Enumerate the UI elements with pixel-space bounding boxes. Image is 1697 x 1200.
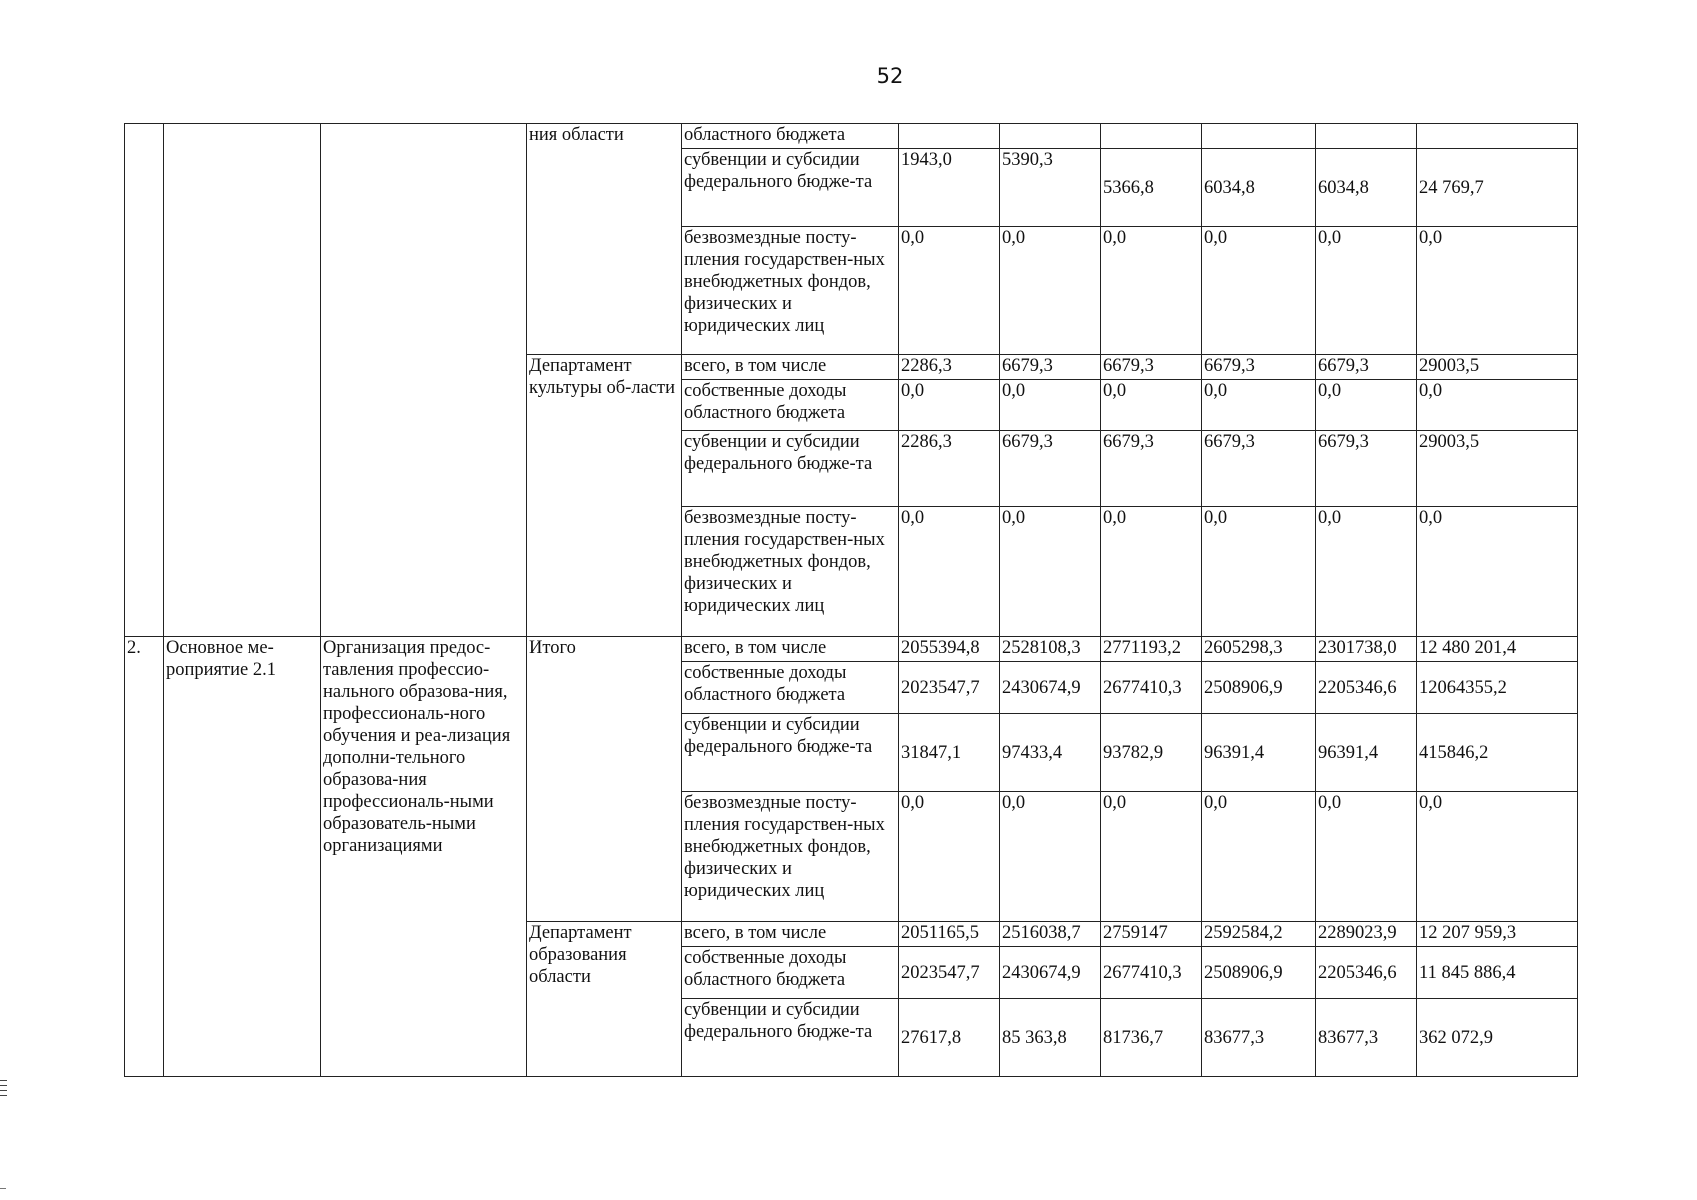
funding-source-cell: собственные доходы областного бюджета — [682, 380, 899, 431]
value-cell: 12064355,2 — [1417, 662, 1578, 714]
value-cell: 2605298,3 — [1202, 637, 1316, 662]
value-cell: 2516038,7 — [1000, 922, 1101, 947]
value-cell: 0,0 — [1101, 507, 1202, 637]
executor-cell: ния области — [527, 124, 682, 355]
value-cell: 6679,3 — [1000, 355, 1101, 380]
value-cell: 0,0 — [1000, 227, 1101, 355]
value-cell: 0,0 — [1000, 380, 1101, 431]
value-cell: 2528108,3 — [1000, 637, 1101, 662]
value-cell: 2051165,5 — [899, 922, 1000, 947]
scan-margin-dash — [0, 1188, 6, 1189]
executor-cell: Департамент культуры об-ласти — [527, 355, 682, 637]
value-cell: 2508906,9 — [1202, 947, 1316, 999]
value-cell — [899, 124, 1000, 149]
page-number: 52 — [876, 64, 904, 88]
value-cell: 0,0 — [1101, 380, 1202, 431]
value-cell: 2055394,8 — [899, 637, 1000, 662]
value-cell: 2759147 — [1101, 922, 1202, 947]
value-cell: 6679,3 — [1202, 431, 1316, 507]
value-cell: 5366,8 — [1101, 149, 1202, 227]
value-cell: 2286,3 — [899, 431, 1000, 507]
value-cell: 0,0 — [1316, 380, 1417, 431]
value-cell: 1943,0 — [899, 149, 1000, 227]
scan-margin-marks — [0, 1080, 8, 1100]
value-cell: 12 480 201,4 — [1417, 637, 1578, 662]
value-cell: 0,0 — [899, 227, 1000, 355]
value-cell: 93782,9 — [1101, 714, 1202, 792]
value-cell: 83677,3 — [1316, 999, 1417, 1077]
value-cell: 6679,3 — [1101, 355, 1202, 380]
value-cell: 6679,3 — [1000, 431, 1101, 507]
funding-source-cell: всего, в том числе — [682, 355, 899, 380]
funding-source-cell: всего, в том числе — [682, 922, 899, 947]
row-number-cell — [125, 124, 164, 637]
value-cell: 6034,8 — [1202, 149, 1316, 227]
row-number-cell: 2. — [125, 637, 164, 1077]
funding-source-cell: всего, в том числе — [682, 637, 899, 662]
value-cell: 362 072,9 — [1417, 999, 1578, 1077]
value-cell: 85 363,8 — [1000, 999, 1101, 1077]
value-cell — [1101, 124, 1202, 149]
value-cell — [1417, 124, 1578, 149]
value-cell: 0,0 — [1316, 792, 1417, 922]
value-cell: 415846,2 — [1417, 714, 1578, 792]
funding-source-cell: субвенции и субсидии федерального бюдже-та — [682, 999, 899, 1077]
value-cell: 12 207 959,3 — [1417, 922, 1578, 947]
measure-name-cell — [164, 124, 321, 637]
executor-cell: Департамент образования области — [527, 922, 682, 1077]
value-cell: 0,0 — [1202, 792, 1316, 922]
value-cell: 24 769,7 — [1417, 149, 1578, 227]
value-cell: 31847,1 — [899, 714, 1000, 792]
value-cell: 0,0 — [1101, 792, 1202, 922]
value-cell: 2023547,7 — [899, 947, 1000, 999]
measure-description-cell: Организация предос-тавления профессио-нального образова-ния, профессиональ-ного обучения и реа-лизация дополни-тельного образова-ния профессиональ-ными образователь-ными организациями — [321, 637, 527, 1077]
value-cell: 6034,8 — [1316, 149, 1417, 227]
value-cell: 11 845 886,4 — [1417, 947, 1578, 999]
value-cell: 0,0 — [1316, 227, 1417, 355]
value-cell: 0,0 — [1202, 507, 1316, 637]
funding-source-cell: собственные доходы областного бюджета — [682, 947, 899, 999]
value-cell: 0,0 — [1000, 507, 1101, 637]
value-cell: 0,0 — [1202, 380, 1316, 431]
funding-source-cell: субвенции и субсидии федерального бюдже-та — [682, 149, 899, 227]
value-cell: 2430674,9 — [1000, 947, 1101, 999]
value-cell: 29003,5 — [1417, 431, 1578, 507]
funding-source-cell: безвозмездные посту-пления государствен-ных внебюджетных фондов, физических и юридических лиц — [682, 227, 899, 355]
value-cell: 2289023,9 — [1316, 922, 1417, 947]
executor-cell: Итого — [527, 637, 682, 922]
value-cell: 0,0 — [899, 507, 1000, 637]
value-cell: 0,0 — [1316, 507, 1417, 637]
value-cell: 0,0 — [1417, 227, 1578, 355]
value-cell: 0,0 — [899, 380, 1000, 431]
measure-name-cell: Основное ме-роприятие 2.1 — [164, 637, 321, 1077]
value-cell: 96391,4 — [1316, 714, 1417, 792]
value-cell: 6679,3 — [1101, 431, 1202, 507]
value-cell: 2205346,6 — [1316, 947, 1417, 999]
value-cell: 0,0 — [899, 792, 1000, 922]
value-cell: 29003,5 — [1417, 355, 1578, 380]
value-cell: 2677410,3 — [1101, 662, 1202, 714]
value-cell — [1000, 124, 1101, 149]
funding-source-cell: безвозмездные посту-пления государствен-ных внебюджетных фондов, физических и юридических лиц — [682, 792, 899, 922]
value-cell: 2508906,9 — [1202, 662, 1316, 714]
funding-source-cell: собственные доходы областного бюджета — [682, 662, 899, 714]
funding-source-cell: безвозмездные посту-пления государствен-ных внебюджетных фондов, физических и юридических лиц — [682, 507, 899, 637]
value-cell: 0,0 — [1417, 792, 1578, 922]
funding-source-cell: субвенции и субсидии федерального бюдже-та — [682, 714, 899, 792]
funding-source-cell: областного бюджета — [682, 124, 899, 149]
value-cell: 0,0 — [1101, 227, 1202, 355]
value-cell: 6679,3 — [1316, 355, 1417, 380]
funding-source-cell: субвенции и субсидии федерального бюдже-та — [682, 431, 899, 507]
value-cell: 2023547,7 — [899, 662, 1000, 714]
value-cell: 2430674,9 — [1000, 662, 1101, 714]
value-cell: 6679,3 — [1202, 355, 1316, 380]
value-cell: 2301738,0 — [1316, 637, 1417, 662]
budget-table — [124, 123, 1578, 1077]
value-cell: 0,0 — [1417, 380, 1578, 431]
value-cell: 6679,3 — [1316, 431, 1417, 507]
value-cell: 2205346,6 — [1316, 662, 1417, 714]
value-cell: 2677410,3 — [1101, 947, 1202, 999]
value-cell: 83677,3 — [1202, 999, 1316, 1077]
value-cell: 2592584,2 — [1202, 922, 1316, 947]
measure-description-cell — [321, 124, 527, 637]
value-cell: 0,0 — [1202, 227, 1316, 355]
value-cell: 2771193,2 — [1101, 637, 1202, 662]
value-cell: 27617,8 — [899, 999, 1000, 1077]
value-cell: 5390,3 — [1000, 149, 1101, 227]
value-cell: 0,0 — [1417, 507, 1578, 637]
value-cell: 97433,4 — [1000, 714, 1101, 792]
value-cell: 96391,4 — [1202, 714, 1316, 792]
value-cell: 81736,7 — [1101, 999, 1202, 1077]
value-cell: 0,0 — [1000, 792, 1101, 922]
value-cell: 2286,3 — [899, 355, 1000, 380]
value-cell — [1202, 124, 1316, 149]
value-cell — [1316, 124, 1417, 149]
